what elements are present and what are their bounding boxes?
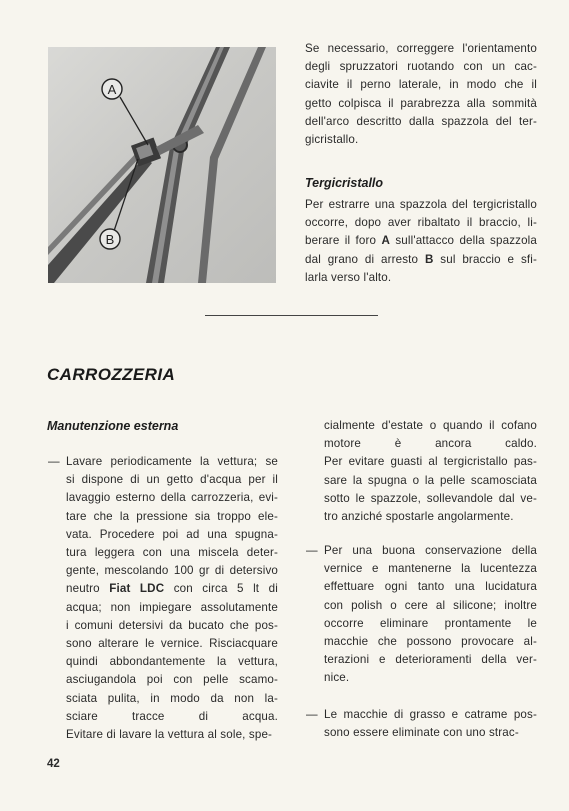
washing-line — [66, 508, 278, 526]
callout-b: B — [105, 232, 115, 247]
sprayer-line: ciavite il perno laterale, in modo che il — [305, 78, 537, 92]
sprayer-paragraph — [305, 40, 537, 149]
text-segment: sul braccio e sfi- — [433, 252, 537, 266]
stain-removal-line: Le macchie di grasso e catrame pos- — [324, 708, 537, 721]
washing-line — [66, 690, 278, 708]
text-segment: Lavare periodicamente la vettura; se — [66, 455, 278, 468]
stain-removal-paragraph — [306, 706, 537, 742]
washing-line — [66, 580, 278, 598]
washing-paragraph — [48, 453, 278, 744]
page-number: 42 — [47, 758, 60, 770]
washing-line — [66, 526, 278, 544]
paint-care-line: macchie che possono provocare al- — [324, 635, 537, 649]
text-segment: dal grano di arresto — [305, 252, 425, 266]
text-segment: neutro — [66, 582, 110, 596]
text-segment: Evitare di lavare la vettura al sole, spe- — [66, 728, 273, 742]
bold-term: A — [381, 234, 390, 248]
washing-line — [66, 708, 278, 726]
leader-a — [120, 97, 148, 145]
paint-care-line: terazioni e deterioramenti della ver- — [324, 653, 537, 667]
washing-line — [66, 471, 278, 489]
list-dash: — — [48, 455, 60, 468]
text-segment: berare il foro — [305, 234, 382, 248]
list-dash: — — [306, 544, 318, 557]
tergicristallo-paragraph — [305, 196, 537, 287]
tergicristallo-line — [305, 251, 537, 269]
paint-care-line: con polish o cere al silicone; inoltre — [324, 598, 537, 612]
text-segment: sciare tracce di acqua. — [66, 709, 278, 723]
sprayer-line: degli spruzzatori ruotando con un cac- — [305, 60, 537, 74]
wiper-care-line: tro anziché spostarle angolarmente. — [324, 510, 514, 524]
text-segment: sono alterare le vernice. Risciacquare — [66, 637, 278, 651]
text-segment: sciata pulita, in modo da non la- — [66, 691, 278, 705]
text-segment: si dispone di un getto d'acqua per il — [66, 473, 278, 487]
tergicristallo-line — [305, 214, 537, 232]
text-segment: occorre, dopo aver ribaltato il braccio, li- — [305, 216, 537, 230]
maintenance-subheading: Manutenzione esterna — [47, 419, 179, 433]
stain-removal-line: sono essere eliminate con uno strac- — [324, 726, 519, 740]
paint-care-line: Per una buona conservazione della — [324, 544, 537, 557]
wiper-illustration — [48, 47, 276, 283]
text-segment: tare che la pressione sia troppo ele- — [66, 509, 278, 523]
sprayer-line: Se necessario, correggere l'orientamento — [305, 42, 537, 55]
wiper-care-line: Per evitare guasti al tergicristallo pas- — [324, 455, 537, 469]
text-segment: con circa 5 lt di — [164, 582, 278, 596]
text-segment: sull'attacco della spazzola — [390, 234, 538, 248]
tergicristallo-heading: Tergicristallo — [305, 176, 384, 190]
text-segment: quindi abbondantemente la vettura, — [66, 655, 278, 669]
paint-care-line: nice. — [324, 671, 350, 685]
wiper-care-line: sare la spugna o la pelle scamosciata — [324, 473, 537, 487]
wiper-care-paragraph — [324, 417, 537, 526]
sprayer-line: dell'arco descritto dalla spazzola del ter- — [305, 114, 537, 128]
washing-line — [66, 562, 278, 580]
text-segment: gente, mescolando 100 gr di detersivo — [66, 564, 278, 578]
washing-line — [66, 726, 278, 744]
wiper-blade — [48, 157, 152, 283]
washing-line — [66, 671, 278, 689]
text-segment: i comuni detersivi da bucato che pos- — [66, 618, 278, 632]
paint-care-line: effettuare ogni tanto una lucidatura — [324, 580, 537, 594]
text-segment: larla verso l'alto. — [305, 270, 392, 284]
callout-a: A — [107, 82, 117, 97]
washing-line — [66, 617, 278, 635]
sprayer-line: gicristallo. — [305, 133, 359, 147]
wiper-photo — [48, 47, 276, 283]
text-segment: acqua; non impiegare assolutamente — [66, 600, 278, 614]
bold-term: Fiat LDC — [109, 582, 165, 596]
tergicristallo-line — [305, 232, 537, 250]
section-title: CARROZZERIA — [47, 365, 176, 384]
washing-line — [66, 453, 278, 471]
washing-line — [66, 653, 278, 671]
sprayer-line: getto colpisca il parabrezza alla sommità — [305, 96, 537, 110]
paint-care-paragraph — [306, 542, 537, 688]
text-segment: asciugandola poi con pelle scamo- — [66, 673, 278, 687]
text-segment: tura leggera con una miscela deter- — [66, 546, 278, 560]
paint-care-line: occorre eliminare prontamente le — [324, 616, 537, 630]
text-segment: lavaggio esterno della carrozzeria, evi- — [66, 491, 278, 505]
text-segment: Per estrarre una spazzola del tergicristallo — [305, 198, 537, 211]
text-segment: vata. Procedere poi ad una spugna- — [66, 527, 278, 541]
washing-line — [66, 599, 278, 617]
tergicristallo-line — [305, 196, 537, 214]
tergicristallo-line — [305, 269, 537, 287]
section-divider — [205, 315, 378, 316]
wiper-care-line: sotto le spazzole, sollevandole dal ve- — [324, 491, 537, 505]
wiper-care-line: motore è ancora caldo. — [324, 437, 537, 451]
bold-term: B — [424, 252, 434, 266]
washing-line — [66, 635, 278, 653]
wiper-care-line: cialmente d'estate o quando il cofano — [324, 419, 537, 432]
paint-care-line: vernice e mantenerne la lucentezza — [324, 562, 537, 576]
list-dash: — — [306, 708, 318, 721]
washing-line — [66, 544, 278, 562]
washing-line — [66, 489, 278, 507]
